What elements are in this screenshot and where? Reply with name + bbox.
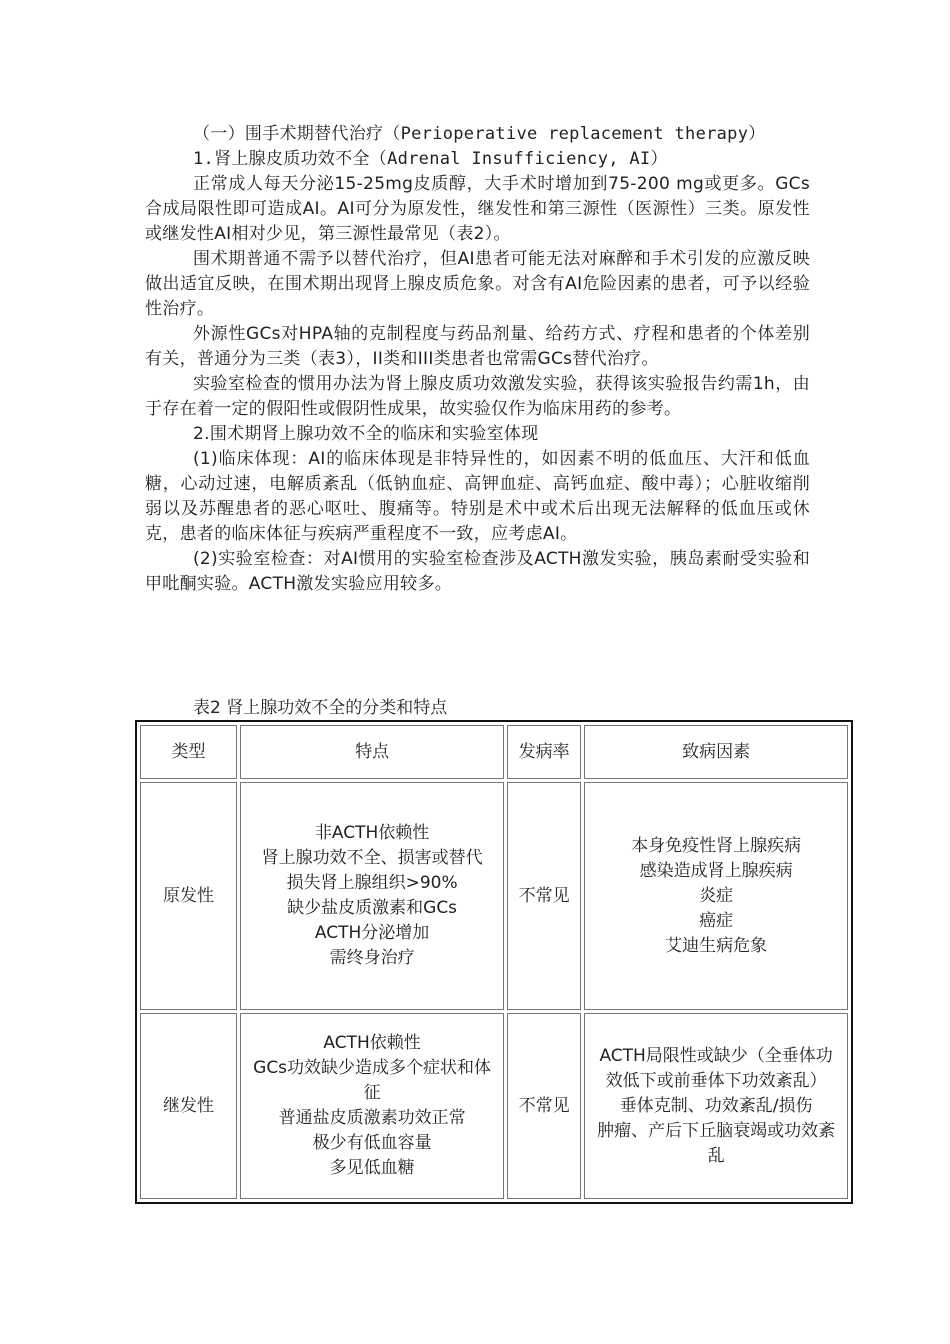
feature-line: 普通盐皮质激素功效正常 [278,1108,466,1128]
header-cell: 特点 [240,725,504,779]
paragraph: (1)临床体现：AI的临床体现是非特异性的，如因素不明的低血压、大汗和低血糖，心动过速，电解质紊乱（低钠血症、高钾血症、高钙血症、酸中毒）；心脏收缩削弱以及苏醒患者的恶心呕吐、腹痛等。特别是术中或术后出现无法解释的低血压或休克，患者的临床体征与疾病严重程度不一致，应考虑AI。 [145,449,810,544]
feature-line: 非ACTH依赖性 [314,823,430,843]
paragraph: 正常成人每天分泌15-25mg皮质醇，大手术时增加到75-200 mg或更多。GCs合成局限性即可造成AI。AI可分为原发性，继发性和第三源性（医源性）三类。原发性或继发性AI相对少见，第三源性最常见（表2）。 [145,174,810,244]
feature-line: 多见低血糖 [329,1158,415,1178]
causes-cell [584,1013,848,1199]
feature-line: 损失肾上腺组织>90% [286,873,458,893]
header-cell: 类型 [140,725,237,779]
cause-line: 本身免疫性肾上腺疾病 [631,835,802,856]
body-text [145,122,810,597]
classification-table [135,720,853,1204]
header-cell: 发病率 [507,725,581,779]
feature-line: 极少有低血容量 [312,1133,432,1153]
feature-line: ACTH分泌增加 [314,923,430,943]
incidence-cell: 不常见 [507,1013,581,1199]
table-header-row [140,725,848,779]
paragraph: 实验室检查的惯用办法为肾上腺皮质功效激发实验，获得该实验报告约需1h，由于存在着一定的假阳性或假阴性成果，故实验仅作为临床用药的参考。 [145,374,810,419]
cause-line: 垂体克制、功效紊乱/损伤 [619,1095,813,1116]
section-heading: （一）围手术期替代治疗（Perioperative replacement therapy） [193,124,766,144]
subsection-heading: 2.围术期肾上腺功效不全的临床和实验室体现 [193,424,539,444]
type-cell: 原发性 [140,782,237,1010]
paragraph: (2)实验室检查：对AI惯用的实验室检查涉及ACTH激发实验，胰岛素耐受实验和甲吡酮实验。ACTH激发实验应用较多。 [145,549,810,594]
features-cell [240,782,504,1010]
table-caption: 表2 肾上腺功效不全的分类和特点 [193,698,448,718]
cause-line: 肿瘤、产后下丘脑衰竭或功效紊乱 [597,1120,836,1166]
feature-line: 缺少盐皮质激素和GCs [287,898,458,918]
feature-line: 需终身治疗 [329,948,415,968]
feature-line: 肾上腺功效不全、损害或替代 [261,848,483,868]
cause-line: 艾迪生病危象 [665,935,768,956]
table-row [140,1013,848,1199]
causes-cell [584,782,848,1010]
paragraph: 围术期普通不需予以替代治疗，但AI患者可能无法对麻醉和手术引发的应激反映做出适宜反映，在围术期出现肾上腺皮质危象。对含有AI危险因素的患者，可予以经验性治疗。 [145,249,810,319]
type-cell: 继发性 [140,1013,237,1199]
cause-line: 感染造成肾上腺疾病 [639,860,793,881]
feature-line: GCs功效缺少造成多个症状和体征 [253,1058,492,1103]
paragraph: 外源性GCs对HPA轴的克制程度与药品剂量、给药方式、疗程和患者的个体差别有关，普通分为三类（表3），II类和III类患者也常需GCs替代治疗。 [145,324,810,369]
subsection-heading: 1.肾上腺皮质功效不全（Adrenal Insufficiency, AI） [193,149,668,169]
cause-line: ACTH局限性或缺少（全垂体功效低下或前垂体下功效紊乱） [599,1045,833,1091]
cause-line: 炎症 [699,885,734,906]
table-row [140,782,848,1010]
cause-line: 癌症 [699,910,734,931]
feature-line: ACTH依赖性 [323,1033,421,1053]
features-cell [240,1013,504,1199]
incidence-cell: 不常见 [507,782,581,1010]
header-cell: 致病因素 [584,725,848,779]
